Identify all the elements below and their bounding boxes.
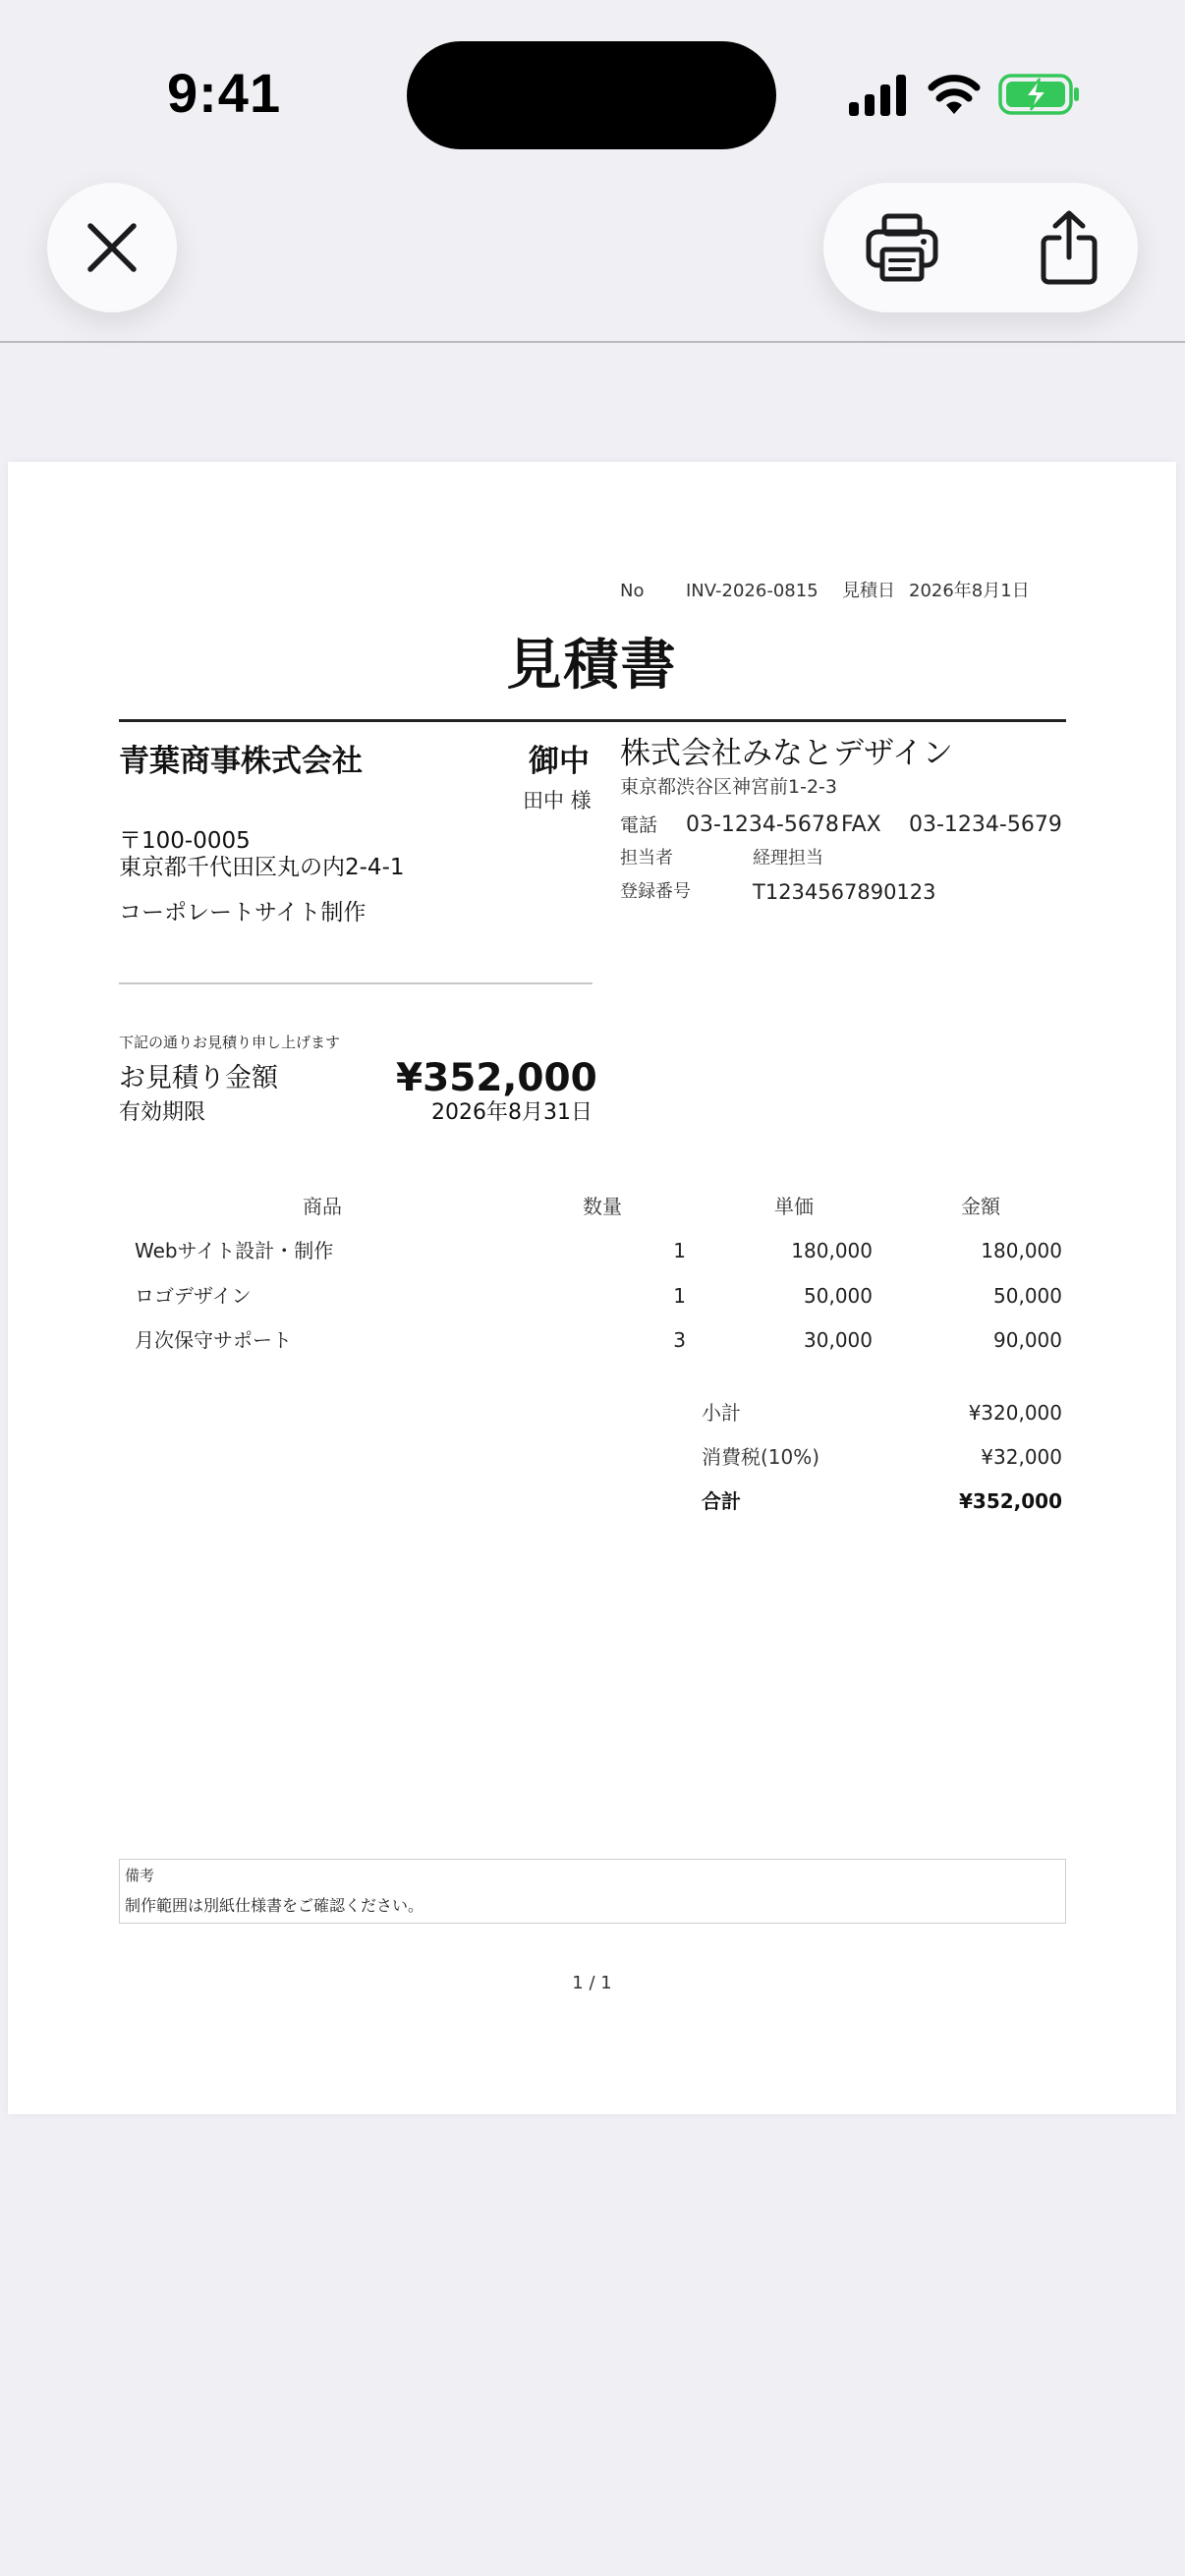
issuer-contact-label: 担当者 — [620, 848, 673, 868]
battery-charging-icon — [998, 73, 1081, 116]
doc-date-value: 2026年8月1日 — [909, 581, 1030, 601]
row-qty: 1 — [673, 1284, 686, 1308]
wifi-icon — [928, 71, 981, 114]
title-rule — [119, 719, 1066, 722]
issuer-fax-value: 03-1234-5679 — [909, 812, 1062, 837]
client-rule — [119, 982, 592, 984]
client-name: 青葉商事株式会社 — [119, 744, 363, 779]
client-postal-code: 〒100-0005 — [119, 828, 251, 854]
estimate-notice: 下記の通りお見積り申し上げます — [119, 1034, 341, 1051]
client-person: 田中 様 — [523, 789, 592, 812]
row-item: ロゴデザイン — [135, 1284, 252, 1308]
valid-until-value: 2026年8月31日 — [431, 1100, 592, 1125]
table-header-qty: 数量 — [583, 1195, 622, 1218]
document-title: 見積書 — [506, 634, 678, 698]
close-icon — [85, 220, 140, 275]
issuer-reg-label: 登録番号 — [620, 881, 691, 902]
issuer-address: 東京都渋谷区神宮前1-2-3 — [620, 776, 837, 798]
estimate-amount-label: お見積り金額 — [119, 1063, 278, 1093]
client-address: 東京都千代田区丸の内2-4-1 — [119, 855, 405, 880]
row-item: Webサイト設計・制作 — [135, 1239, 334, 1262]
toolbar-divider — [0, 341, 1185, 343]
close-button[interactable] — [47, 183, 177, 312]
page-number: 1 / 1 — [572, 1973, 612, 1993]
row-qty: 3 — [673, 1328, 686, 1352]
cellular-signal-icon — [849, 75, 908, 116]
issuer-contact-value: 経理担当 — [753, 848, 823, 868]
status-time: 9:41 — [167, 62, 282, 124]
tax-label: 消費税(10%) — [702, 1445, 820, 1469]
doc-no-value: INV-2026-0815 — [686, 581, 818, 601]
subtotal-value: ¥320,000 — [968, 1401, 1062, 1425]
dynamic-island — [407, 41, 776, 149]
action-button-group — [823, 183, 1138, 312]
doc-date-label: 見積日 — [842, 581, 895, 601]
share-button[interactable] — [1018, 196, 1120, 299]
row-unit-price: 30,000 — [804, 1328, 873, 1352]
remarks-text: 制作範囲は別紙仕様書をご確認ください。 — [125, 1896, 424, 1915]
subtotal-label: 小計 — [702, 1401, 741, 1425]
printer-icon — [865, 212, 939, 283]
table-header-unit-price: 単価 — [774, 1195, 814, 1218]
remarks-title: 備考 — [125, 1867, 155, 1884]
row-item: 月次保守サポート — [135, 1328, 292, 1352]
tax-value: ¥32,000 — [981, 1445, 1062, 1469]
client-honorific: 御中 — [529, 744, 590, 779]
estimate-amount-value: ¥352,000 — [396, 1056, 597, 1100]
row-amount: 180,000 — [981, 1239, 1062, 1262]
row-amount: 90,000 — [993, 1328, 1062, 1352]
total-value: ¥352,000 — [958, 1489, 1062, 1513]
issuer-tel-value: 03-1234-5678 — [686, 812, 839, 837]
project-name: コーポレートサイト制作 — [119, 900, 367, 925]
issuer-fax-label: FAX — [841, 812, 881, 837]
total-label: 合計 — [702, 1489, 741, 1513]
row-qty: 1 — [673, 1239, 686, 1262]
document-page[interactable] — [8, 462, 1176, 2114]
print-button[interactable] — [851, 196, 953, 299]
issuer-tel-label: 電話 — [620, 814, 658, 836]
share-icon — [1040, 210, 1099, 285]
valid-until-label: 有効期限 — [119, 1100, 206, 1125]
issuer-reg-value: T1234567890123 — [753, 880, 936, 904]
table-header-amount: 金額 — [961, 1195, 1000, 1218]
row-unit-price: 50,000 — [804, 1284, 873, 1308]
preview-toolbar — [0, 183, 1185, 342]
issuer-name: 株式会社みなとデザイン — [620, 736, 953, 771]
status-bar — [0, 0, 1185, 187]
row-amount: 50,000 — [993, 1284, 1062, 1308]
doc-no-label: No — [620, 581, 645, 601]
table-header-item: 商品 — [303, 1195, 342, 1218]
row-unit-price: 180,000 — [791, 1239, 873, 1262]
